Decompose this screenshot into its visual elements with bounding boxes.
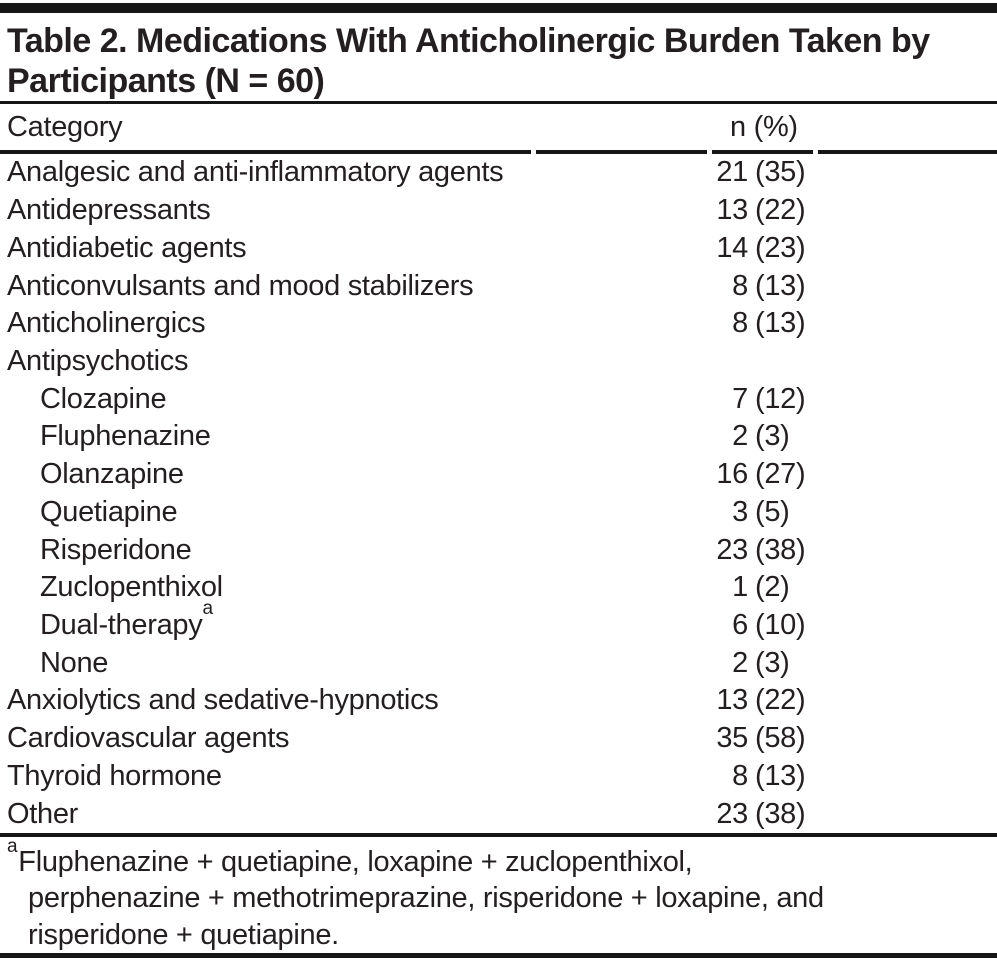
n-pct-cell xyxy=(660,456,805,494)
table-title-line-2: Participants (N = 60) xyxy=(7,61,325,100)
n-pct-cell xyxy=(660,267,805,305)
table-body xyxy=(0,154,997,833)
n-pct-cell xyxy=(660,795,805,833)
n-pct-cell xyxy=(660,493,790,531)
n-value: 8 xyxy=(732,269,748,302)
pct-value: (58) xyxy=(755,722,806,755)
table-row xyxy=(0,720,997,758)
table-row xyxy=(0,418,997,456)
pct-value: (3) xyxy=(755,646,790,679)
footnote-text-1: Fluphenazine + quetiapine, loxapine + zuclopenthixol, xyxy=(18,845,693,878)
n-value: 16 xyxy=(716,458,748,491)
n-pct-cell xyxy=(660,380,805,418)
table-row xyxy=(0,229,997,267)
footnote-line-2: perphenazine + methotrimeprazine, risperidone + loxapine, and xyxy=(28,882,824,915)
table-row xyxy=(0,644,997,682)
pct-value: (23) xyxy=(755,231,806,264)
table-row xyxy=(0,305,997,343)
n-value: 7 xyxy=(732,382,748,415)
n-value: 14 xyxy=(716,231,748,264)
category-cell: Dual-therapy$^a$ xyxy=(40,598,213,641)
table-title xyxy=(0,13,997,101)
table-row xyxy=(0,598,997,645)
category-cell: Antidiabetic agents xyxy=(7,231,247,264)
category-cell: Quetiapine xyxy=(40,495,178,528)
category-cell: Other xyxy=(7,797,79,830)
table-row xyxy=(0,456,997,494)
category-cell: Olanzapine xyxy=(40,458,184,491)
superscript-marker: a xyxy=(202,598,213,620)
top-border-rule xyxy=(0,3,997,13)
category-cell: Risperidone xyxy=(40,533,192,566)
pct-value: (27) xyxy=(755,458,806,491)
column-header-n-pct: n (%) xyxy=(730,110,798,143)
category-cell: Clozapine xyxy=(40,382,167,415)
pct-value: (3) xyxy=(755,420,790,453)
n-pct-cell xyxy=(660,682,805,720)
n-value: 21 xyxy=(716,156,748,189)
n-value: 8 xyxy=(732,307,748,340)
pct-value: (35) xyxy=(755,156,806,189)
n-pct-cell xyxy=(660,229,805,267)
table-2-medications xyxy=(0,3,997,968)
category-cell: Cardiovascular agents xyxy=(7,722,290,755)
pct-value: (22) xyxy=(755,194,806,227)
n-pct-cell xyxy=(660,758,805,796)
pct-value: (38) xyxy=(755,797,806,830)
n-pct-cell xyxy=(660,607,805,645)
pct-value: (2) xyxy=(755,571,790,604)
category-cell: Anticholinergics xyxy=(7,307,206,340)
table-row xyxy=(0,192,997,230)
n-value: 35 xyxy=(716,722,748,755)
n-value: 2 xyxy=(732,420,748,453)
category-cell: Anticonvulsants and mood stabilizers xyxy=(7,269,474,302)
n-pct-cell xyxy=(660,154,805,192)
category-cell: Fluphenazine xyxy=(40,420,211,453)
n-pct-cell xyxy=(660,343,755,381)
table-row xyxy=(0,380,997,418)
category-cell: None xyxy=(40,646,109,679)
n-pct-cell xyxy=(660,418,790,456)
n-pct-cell xyxy=(660,644,790,682)
table-row xyxy=(0,682,997,720)
n-value: 23 xyxy=(716,533,748,566)
n-value: 13 xyxy=(716,684,748,717)
n-pct-cell xyxy=(660,305,805,343)
table-title-line-1: Table 2. Medications With Anticholinergic Burden Taken by xyxy=(7,22,930,60)
table-row xyxy=(0,343,997,381)
table-row xyxy=(0,795,997,833)
pct-value: (13) xyxy=(755,307,806,340)
table-row xyxy=(0,493,997,531)
n-value: 23 xyxy=(716,797,748,830)
table-row xyxy=(0,154,997,192)
pct-value: (12) xyxy=(755,382,806,415)
table-row xyxy=(0,531,997,569)
n-value: 8 xyxy=(732,759,748,792)
table-row xyxy=(0,758,997,796)
category-cell: Analgesic and anti-inflammatory agents xyxy=(7,156,504,189)
pct-value: (13) xyxy=(755,759,806,792)
bottom-border-rule xyxy=(0,953,997,958)
n-pct-cell xyxy=(660,720,805,758)
category-cell: Anxiolytics and sedative-hypnotics xyxy=(7,684,439,717)
n-pct-cell xyxy=(660,569,790,607)
table-row xyxy=(0,569,997,607)
n-value: 13 xyxy=(716,194,748,227)
pct-value: (10) xyxy=(755,608,806,641)
n-value: 6 xyxy=(732,608,748,641)
table-row xyxy=(0,267,997,305)
category-cell: Thyroid hormone xyxy=(7,759,222,792)
n-pct-cell xyxy=(660,192,805,230)
category-cell: Antidepressants xyxy=(7,194,211,227)
pct-value: (5) xyxy=(755,495,790,528)
column-header-category: Category xyxy=(7,110,123,143)
pct-value: (13) xyxy=(755,269,806,302)
n-pct-cell xyxy=(660,531,805,569)
n-value: 3 xyxy=(732,495,748,528)
table-header-row xyxy=(0,104,997,150)
category-cell: Antipsychotics xyxy=(7,344,189,377)
pct-value: (38) xyxy=(755,533,806,566)
footnote-line-3: risperidone + quetiapine. xyxy=(28,918,339,951)
footnote-line-1 xyxy=(7,836,989,881)
table-footnote xyxy=(0,837,997,954)
footnote-marker: a xyxy=(7,836,18,858)
category-cell: Zuclopenthixol xyxy=(40,571,223,604)
pct-value: (22) xyxy=(755,684,806,717)
n-value: 1 xyxy=(732,571,748,604)
n-value: 2 xyxy=(732,646,748,679)
